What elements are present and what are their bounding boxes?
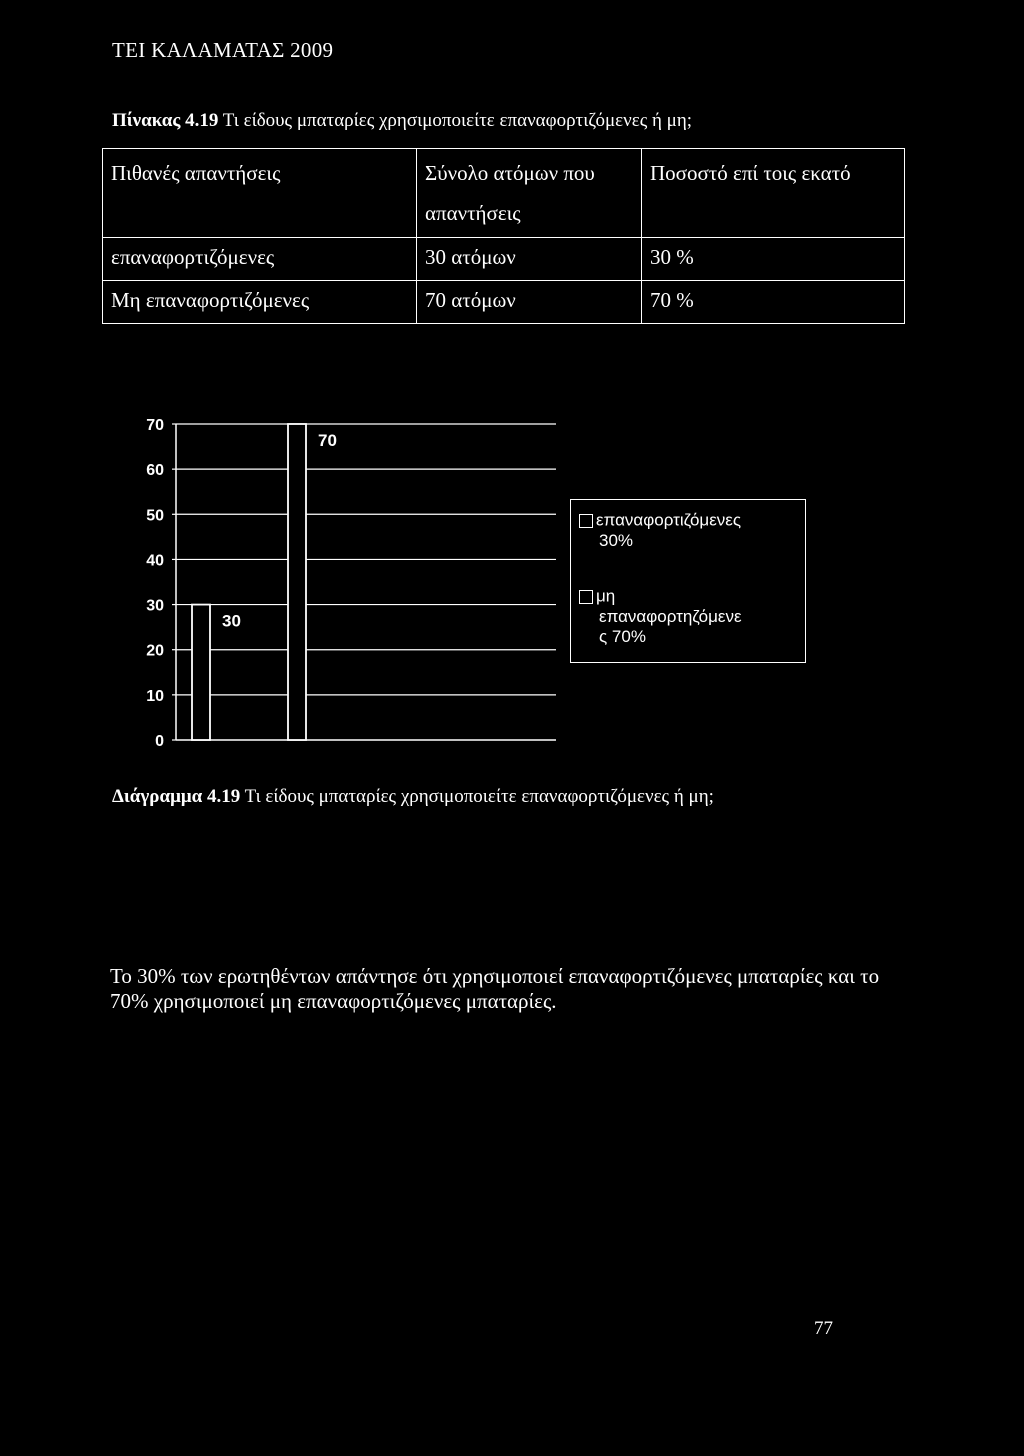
table-caption-text: Τι είδους μπαταρίες χρησιμοποιείτε επαναφορτιζόμενες ή μη; — [218, 110, 693, 131]
table-cell: 30 ατόμων — [417, 238, 642, 281]
y-tick-label: 30 — [146, 597, 164, 615]
table-caption — [112, 110, 692, 132]
legend-swatch — [579, 590, 593, 604]
legend-label-line: ς 70% — [599, 626, 646, 646]
legend-label-line: επαναφορτηζόμενε — [599, 606, 742, 626]
table-cell: επαναφορτιζόμενες — [103, 238, 417, 281]
table-cell: Μη επαναφορτιζόμενες — [103, 281, 417, 324]
table-header-cell: Πιθανές απαντήσεις — [103, 149, 417, 238]
table-row — [103, 238, 905, 281]
table-cell: 70 % — [642, 281, 905, 324]
responses-table — [102, 148, 905, 324]
legend-item — [579, 586, 799, 647]
legend-swatch — [579, 514, 593, 528]
table-row — [103, 281, 905, 324]
legend-label: επαναφορτιζόμενες — [596, 510, 742, 530]
page-number: 77 — [814, 1318, 833, 1339]
table-header-cell: Ποσοστό επί τοις εκατό — [642, 149, 905, 238]
y-tick-label: 0 — [155, 733, 164, 750]
table-cell: 30 % — [642, 238, 905, 281]
body-paragraph: Το 30% των ερωτηθέντων απάντησε ότι χρησιμοποιεί επαναφορτιζόμενες μπαταρίες και το 70% χρησιμοποιεί μη επαναφορτιζόμενες μπαταρίες. — [110, 964, 880, 1013]
page-header: ΤΕΙ ΚΑΛΑΜΑΤΑΣ 2009 — [112, 38, 334, 62]
table-caption-label: Πίνακας 4.19 — [112, 110, 219, 131]
chart-caption-text: Τι είδους μπαταρίες χρησιμοποιείτε επαναφορτιζόμενες ή μη; — [240, 786, 714, 807]
y-tick-label: 40 — [146, 552, 164, 570]
legend-label-line: 30% — [599, 530, 634, 550]
table-cell: 70 ατόμων — [417, 281, 642, 324]
bar — [192, 605, 210, 740]
bar — [288, 424, 306, 740]
table-header-cell: Σύνολο ατόμων που απαντήσεις — [417, 149, 642, 238]
chart-caption-label: Διάγραμμα 4.19 — [112, 786, 241, 807]
bar-data-label: 70 — [318, 431, 337, 450]
bar-data-label: 30 — [222, 611, 241, 631]
chart-caption — [112, 786, 714, 808]
y-tick-label: 70 — [146, 417, 164, 434]
y-tick-label: 10 — [146, 687, 164, 705]
y-tick-label: 50 — [146, 507, 164, 525]
y-tick-label: 60 — [146, 462, 164, 480]
table-header-row — [103, 149, 905, 238]
legend-item — [579, 510, 799, 551]
chart-legend — [570, 499, 806, 663]
legend-label: μη — [596, 586, 616, 606]
y-tick-label: 20 — [146, 642, 164, 660]
